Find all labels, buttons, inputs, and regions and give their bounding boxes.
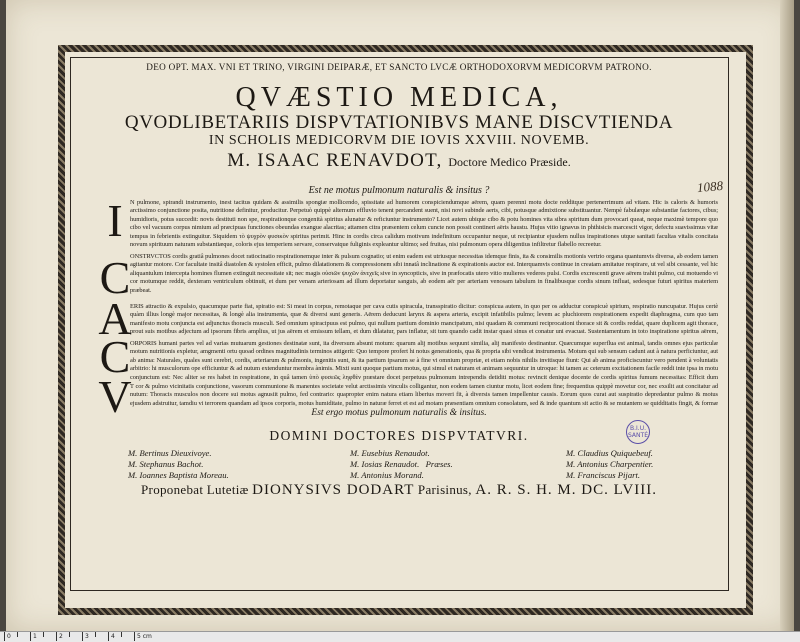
doctor-name: M. Claudius Quiquebeuf. [566, 448, 653, 458]
doctor-column-2 [350, 448, 453, 481]
ruler-tick [56, 632, 57, 641]
ruler-tick [69, 632, 70, 637]
doctor-name: M. Ioannes Baptista Moreau. [128, 470, 229, 480]
ruler-tick [43, 632, 44, 637]
drop-initial-4: C [99, 331, 131, 382]
section-paragraph-3: ERIS attractio & expulsio, quacumque parte fiat, spiratio est: Si meat in corpus, remotaque per cava cutis spiracula, transspiratio dicitur: conspicua autem, in quo per os adductur conspicuè spirium, respiratio nuncupatur. Hujus certè quàm illius longè major necessitas, & longè alia instrumenta, quæ & diversi sunt generis. Aërem deducunt larynx & aspera arteria, excipit infatibilis pulmo; levem ac pluchiorem respirationem expedit diaphragma, cum quo tam manifesto motu conjuncta est adjunctus thoracis musculi. Sed omnium spiracipuus est pulmo, qui nullum partium dominio mancipatum, nisi quadam & communi reciprocationi thorace sit & cordis reddat, quare duplicem agit thorace, prout suis motibus adjectum ad ipsorum fibris amplius, ut jus aërem et emissum tellam, et dum dilatatur, pars inflatur, sit tum quando cadit instar quasi sinus et conatur uni evacuat. Sustentamentum in toto inspiratione spiritus aërem, [130, 303, 718, 336]
ruler-label: 0 [7, 633, 11, 640]
section-paragraph-2: ONSTRVCTOS cordis gratiâ pulmones docet ratiocinatio respirationemque inter & pulsum cognatio; ut enim eadem est utriusque necessitas idemque finis, ita & consimilis motionis vertrio organa quantumvis diversa, ab eodem tamen agitantur motore. Cor facultate insitâ diastolen & systolen efficit, pulmo dilatationem & compressionem sibi innatâ inclinatione & expirationis auctor est. Interquamvis continue in creatam amitatue respirare, ut vel sibi cessante, vel hic aliquantulum intercepta homines flumen extinguit necessitate sit; nec magis οὐσιῶν ψυχῶν ἀνεχεῖς sive in syncopticis, sive in præfocatis utero vitio mulieres vederes pulsi. Cordis excrescenti grave aërem trahit pulmo, cui motuendo vi cor motumque reddit, dexteram ventriculum obtinuit, et dum per venam arteriosam ad illum deportatur sanguis, ab eodem aër per arteriam venosam tabulum in finalibusque cordis sinum influat, sedesque futuri spiritus materiem præbeat. [130, 253, 718, 294]
section-paragraph-1: N pulmone, spirandi instrumento, inest tacitus quidam & assimilis spongiæ mollicendo, spissitate ad humorem conspiciendumque aërem, quam perenni motu docte redditque pertenerrimum ad vitam. Hic is caloris & humoris arctissimo conjunctione posita, nutritione definitur, producitur. Perpetuò quippè alternum effluvio tenent percandent suent, nisi novi subinde aeris, cibi, potusque admixtione substituantur. Nempè fabulæque substantiæ factores, cibus; humidioris, potus succedit: novis destituti non spe, respirationque congenità spiritus alunatur & reficiuntur instrumento? Licet autem ubique cibo & potu homines vita sibra spiritum dum provocari queat, neque maximè tempore quo cibo vel vacuum corpus nimium ad præcipuas functiones obeundas exangue alacritas; attamen citra præsentem celum cuncte non possit contineri aëris haustu. Hujus vitio ignavus in phthisicis marcescit vigor, defectu suavissimus vitæ tempus in febrientis extinguitur. Siquidem τὸ ψυχρὸν φυσικὸν spiritus perimit. Hinc in cordis circa calidum motivum indefinitum occupantur neque, ut recipiantur ejusdem nullus inspirationes utque sanitati facultas vitalis concitata novum spirituum naturam substantiæque, coloris ejus temperiem servare, conservatque fuliginis expleantur ultimo; sed fruitas, nisi pulmonum opera diligentius infiltretur flabello recreetur. [130, 199, 718, 249]
proponebat-date: A. R. S. H. M. DC. LVIII. [475, 482, 657, 498]
doctor-name: M. Bertinus Dieuxivoye. [128, 448, 212, 458]
dedication-line: DEO OPT. MAX. VNI ET TRINO, VIRGINI DEIPARÆ, ET SANCTO LVCÆ ORTHODOXORVM MEDICORVM PATRONO. [146, 62, 652, 72]
ruler-tick [30, 632, 31, 641]
ruler-tick [121, 632, 122, 637]
ruler-tick [134, 632, 135, 641]
ruler-tick [82, 632, 83, 641]
section-paragraph-4: ORPORIS humani partes vel ad varias mutuarum gestiones destinatæ sunt, ita diversum absunt motum: quarum alij motibus sequunt similia, alij manifesto destinantur. Quæcumque superflua est animal, tandis omnes ejus particulæ motum nutritionis expletur, amgmenti ortu quoad ordines magnitudinis terminos attigerit: Quo tempore profert hi notus generationis, qua & propria sibi vendicat instrumenta. Motum qui sub sensum cadunt aut à natura perficiuntur, aut ab anima: Naturales, quales sunt cerebri, cordis, arteriarum & pulmonis, ingenitis sunt, & ita partium ipsarum se à fine vi omnium propriæ, et etiam nobis nihilis invitisque fiunt: Qui ab anima proficiscuntur vero pendent à voluntatis arbitrio: hi musculorum ope efficiuntur & ad nutum extenduntur membra ànimis. Mixti sunt quoque partium motus, qui simul et naturam et animam sequuntur in utroque: hi tamen ac ceterum excitationem facile reddi inte ipsa in motu conjunctum est: Nec aliter se res habet in respiratione, in quâ tamen ὑπὸ φυσεῶς ληφθὲν præstare docet perpetuus pulmonum intrependis detiditi motus: revincit denique docente de cordis spiritus fumum necessitas: Efficit dum [130, 340, 718, 381]
praeses-name: M. ISAAC RENAVDOT, [227, 150, 443, 171]
drop-initial-5: V [98, 371, 132, 422]
doctor-name: M. Antonius Morand. [350, 470, 424, 480]
ruler-tick [95, 632, 96, 637]
question-heading: Est ne motus pulmonum naturalis & insitus ? [308, 185, 490, 196]
ruler-label: 3 [85, 633, 89, 640]
drop-initial-3: A [98, 293, 132, 344]
subtitle: QVODLIBETARIIS DISPVTATIONIBVS MANE DISCVTIENDA [124, 112, 674, 133]
doctor-name: M. Franciscus Pijart. [566, 470, 640, 480]
ruler-label: 2 [59, 633, 63, 640]
proponebat-line [76, 482, 722, 499]
scale-ruler [0, 631, 800, 642]
binding-gutter [780, 0, 794, 631]
session-line: IN SCHOLIS MEDICORVM DIE IOVIS XXVIII. NOVEMB. [208, 133, 590, 148]
doctor-name: M. Stephanus Bachot. [128, 459, 204, 469]
stamp-text: B.I.U. SANTÉ [628, 425, 648, 439]
doctor-name: M. Antonius Charpentier. [566, 459, 654, 469]
page-title: QVÆSTIO MEDICA, [235, 82, 563, 113]
drop-initial-2: C [99, 252, 131, 303]
ruler-tick [17, 632, 18, 637]
library-stamp [626, 420, 650, 444]
doctor-column-1 [128, 448, 229, 481]
section-paragraph-5: T cor & pulmo vicinitatis conjunctione, vasorum communione & manentes societate velut arctissimis vinculis colligantur, non eodem tamen ciuntur motu, licet eodem fine; frequentius quippè movetur cor, nec exsilit aut concitatur ad nutum: Thoracis musculos non docere sui motus agnusiit pulmo, fed contrario: quapropter enim natura etiam liberius moveri fit, à diversis tamen impellentur causis. Eorum quos curat aut suspiratio depredantur pulmo & motus ejusdem adstruitur, tamdiu vi terrorem quandam ad ipsos corporis, motus humiditate, pulmo in naturæ ferret et est ad motam præsentiam omnium consolatum, sed & inde quantum sit actio & se mutantem se quidditatis fingit, & formæ [130, 383, 718, 407]
ruler-label: 1 [33, 633, 37, 640]
doctor-name: M. Iosias Renaudot. Præses. [350, 459, 453, 469]
proponent-city: Parisinus, [417, 482, 472, 497]
proponebat-prefix: Proponebat Lutetiæ [141, 482, 249, 497]
drop-initial-1: I [107, 195, 123, 246]
ruler-label: 5 cm [137, 633, 152, 640]
doctores-heading: DOMINI DOCTORES DISPVTATVRI. [269, 428, 529, 443]
praeses-role: Doctore Medico Præside. [448, 155, 571, 169]
handwritten-note: 1088 [696, 177, 724, 196]
ruler-tick [108, 632, 109, 641]
doctor-name: M. Eusebius Renaudot. [350, 448, 430, 458]
proponent-name: DIONYSIVS DODART [252, 482, 415, 498]
doctor-column-3 [566, 448, 653, 481]
conclusion-line: Est ergo motus pulmonum naturalis & insitus. [311, 408, 487, 418]
ruler-tick [4, 632, 5, 641]
ruler-label: 4 [111, 633, 115, 640]
praeses-line [76, 150, 722, 172]
